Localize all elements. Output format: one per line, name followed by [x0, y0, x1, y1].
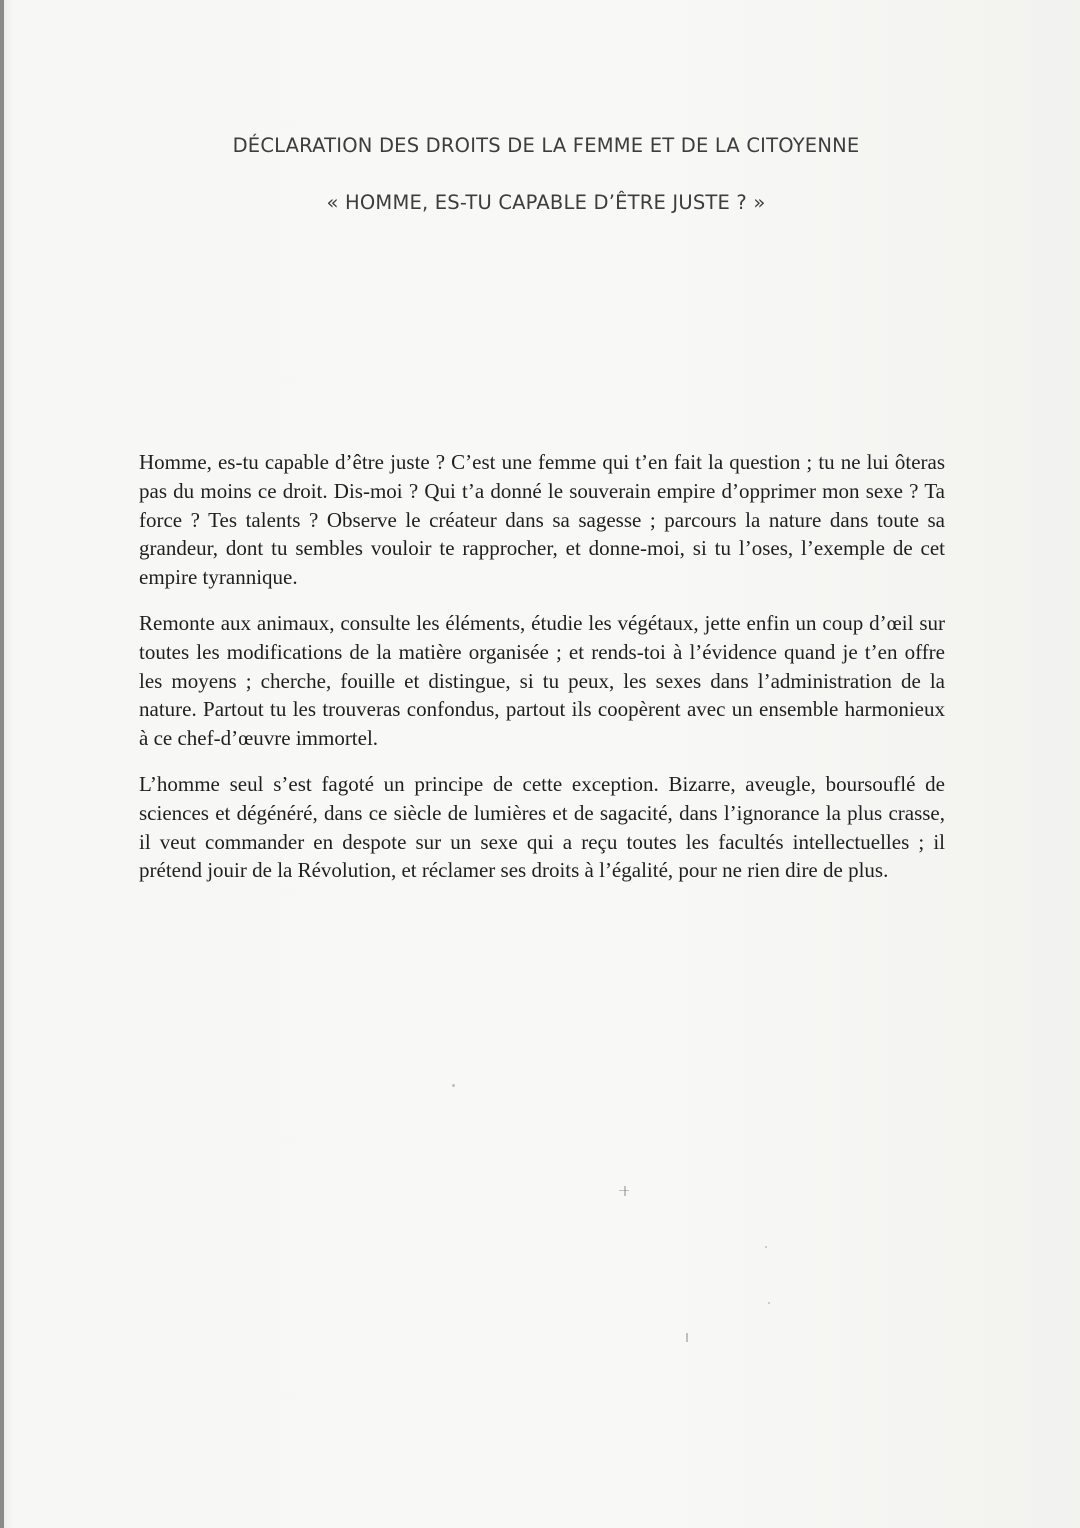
scan-speck — [765, 1246, 767, 1248]
scan-speck — [452, 1084, 455, 1087]
document-title: DÉCLARATION DES DROITS DE LA FEMME ET DE LA CITOYENNE — [232, 134, 860, 157]
scan-speck — [619, 1190, 629, 1191]
scan-speck — [686, 1333, 688, 1342]
paragraph-2: Remonte aux animaux, consulte les éléments, étudie les végétaux, jette enfin un coup d’œil sur toutes les modifications de la matière organisée ; et rends-toi à l’évidence quand je t’en offre les moyens ; cherche, fouille et distingue, si tu peux, les sexes dans l’administration de la nature. Partout tu les trouveras confondus, partout ils coopèrent avec un ensemble harmonieux à ce chef-d’œuvre immortel. — [139, 610, 945, 751]
paragraph-1: Homme, es-tu capable d’être juste ? C’est une femme qui t’en fait la question ; tu ne lui ôteras pas du moins ce droit. Dis-moi ? Qui t’a donné le souverain empire d’opprimer mon sexe ? Ta force ? Tes talents ? Observe le créateur dans sa sagesse ; parcours la nature dans toute sa grandeur, dont tu sembles vouloir te rapprocher, et donne-moi, si tu l’oses, l’exemple de cet empire tyrannique. — [139, 450, 945, 590]
scan-speck — [768, 1302, 770, 1304]
scan-speck — [624, 1186, 626, 1196]
document-body — [139, 448, 945, 902]
document-subtitle: « HOMME, ES-TU CAPABLE D’ÊTRE JUSTE ? » — [326, 191, 766, 214]
page-edge-shadow — [0, 0, 4, 1528]
paragraph-3: L’homme seul s’est fagoté un principe de cette exception. Bizarre, aveugle, boursouflé de sciences et dégénéré, dans ce siècle de lumières et de sagacité, dans l’ignorance la plus crasse, il veut commander en despote sur un sexe qui a reçu toutes les facultés intellectuelles ; il prétend jouir de la Révolution, et réclamer ses droits à l’égalité, pour ne rien dire de plus. — [139, 771, 945, 883]
